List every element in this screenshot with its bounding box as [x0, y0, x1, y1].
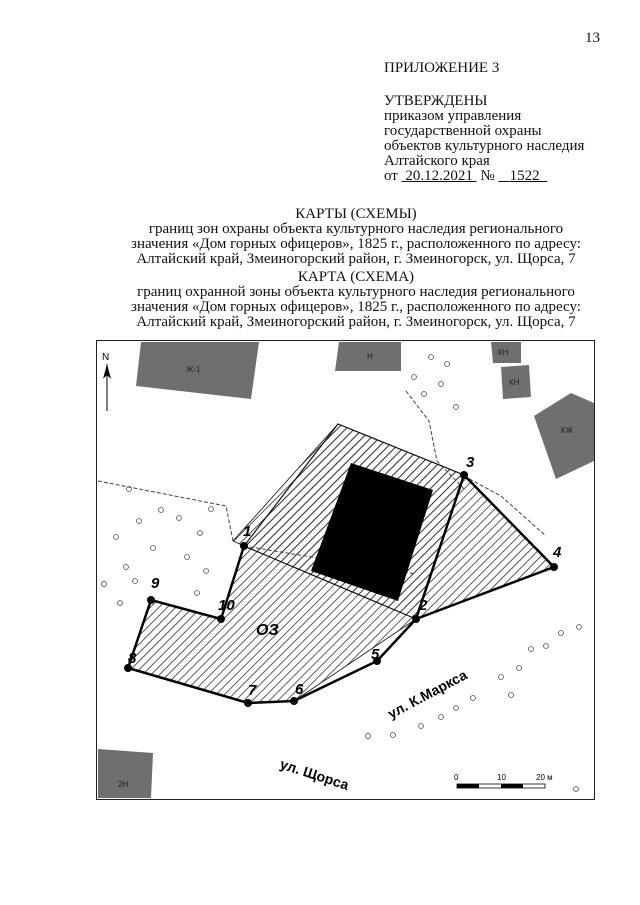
approval-line: объектов культурного наследия	[384, 138, 585, 154]
approval-heading: УТВЕРЖДЕНЫ	[384, 93, 488, 109]
street-label-shchorsa: ул. Щорса	[278, 755, 351, 793]
point-label: 4	[553, 544, 562, 561]
point-label: 10	[218, 597, 235, 614]
building-label: КН	[498, 348, 509, 357]
map-heading	[96, 270, 616, 330]
number-sign: №	[480, 168, 495, 184]
map-subtitle-line: границ охранной зоны объекта культурного наследия регионального	[137, 284, 575, 300]
approval-line: Алтайского края	[384, 153, 490, 169]
approval-number: 1522	[509, 168, 540, 184]
point-label: 1	[243, 523, 252, 540]
map-subtitle-line: Алтайский край, Змеиногорский район, г. Змеиногорск, ул. Щорса, 7	[136, 314, 576, 330]
scale-tick: 0	[454, 773, 459, 782]
maps-subtitle-line: значения «Дом горных офицеров», 1825 г., расположенного по адресу:	[131, 236, 581, 252]
page-number: 13	[585, 30, 600, 46]
zone-label: ОЗ	[256, 622, 279, 639]
point-label: 8	[128, 650, 137, 667]
point-label: 3	[466, 454, 475, 471]
approval-date: 20.12.2021	[405, 168, 473, 184]
building	[98, 749, 153, 798]
building-label: Н	[367, 352, 373, 361]
map-subtitle-line: значения «Дом горных офицеров», 1825 г., расположенного по адресу:	[131, 299, 581, 315]
north-arrow-icon	[102, 352, 111, 411]
point-label: 6	[295, 681, 304, 698]
point-label: 5	[371, 646, 380, 663]
street-label-marx: ул. К.Маркса	[384, 666, 470, 722]
svg-text:N: N	[102, 352, 110, 363]
building-label: 2Н	[118, 780, 129, 789]
date-prefix: от	[384, 168, 398, 184]
point-label: 7	[248, 682, 257, 699]
map-svg	[97, 341, 594, 799]
appendix-label: ПРИЛОЖЕНИЕ 3	[384, 60, 500, 76]
map-title: КАРТА (СХЕМА)	[297, 269, 415, 285]
maps-subtitle-line: границ зон охраны объекта культурного наследия регионального	[148, 221, 564, 237]
approval-line: приказом управления	[384, 108, 522, 124]
building-label: КЖ	[561, 426, 574, 435]
approval-date-line	[384, 169, 584, 184]
scale-bar	[454, 773, 553, 788]
maps-subtitle-line: Алтайский край, Змеиногорский район, г. Змеиногорск, ул. Щорса, 7	[136, 251, 576, 267]
maps-title: КАРТЫ (СХЕМЫ)	[295, 206, 417, 222]
maps-heading	[96, 207, 616, 267]
protection-zone-map	[96, 340, 595, 800]
approval-line: государственной охраны	[384, 123, 542, 139]
point-label: 2	[419, 597, 428, 614]
building-label: КН	[509, 378, 520, 387]
scale-tick: 10	[497, 773, 506, 782]
building-label: Ж-1	[186, 365, 201, 374]
approval-block	[384, 94, 584, 184]
point-label: 9	[151, 575, 160, 592]
scale-tick: 20 м	[536, 773, 553, 782]
building	[534, 393, 594, 479]
